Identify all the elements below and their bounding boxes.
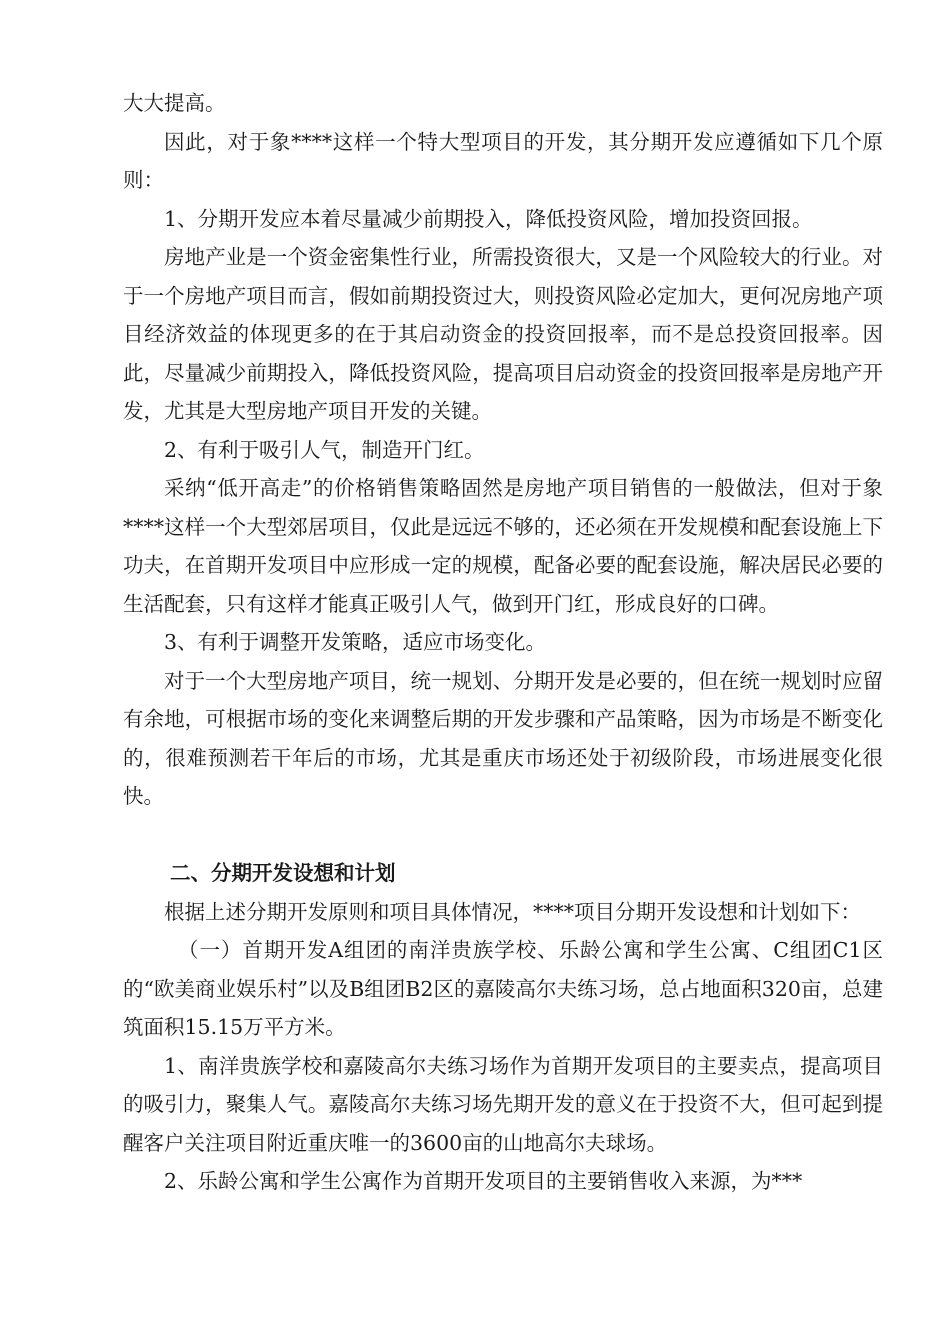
principle-2-title: 2、有利于吸引人气，制造开门红。 [164,437,485,462]
plan-item-1: 1、南洋贵族学校和嘉陵高尔夫练习场作为首期开发项目的主要卖点，提高项目的吸引力，聚集人气。嘉陵高尔夫练习场先期开发的意义在于投资不大，但可起到提醒客户关注项目附近重庆唯一的3600亩的山地高尔夫球场。 [123,1053,883,1155]
principle-3-title: 3、有利于调整开发策略，适应市场变化。 [164,630,547,654]
principle-1-title: 1、分期开发应本着尽量减少前期投入，降低投资风险，增加投资回报。 [164,206,813,231]
plan-intro: 根据上述分期开发原则和项目具体情况，****项目分期开发设想和计划如下： [164,899,861,924]
paragraph-continuation: 大大提高。 [123,91,226,115]
principle-2-body: 采纳“低开高走”的价格销售策略固然是房地产项目销售的一般做法，但对于象****这样一个大型郊居项目，仅此是远远不够的，还必须在开发规模和配套设施上下功夫，在首期开发项目中应形成一定的规模，配备必要的配套设施，解决居民必要的生活配套，只有这样才能真正吸引人气，做到开门红，形成良好的口碑。 [123,476,883,616]
paragraph-principles-intro: 因此，对于象****这样一个特大型项目的开发，其分期开发应遵循如下几个原则： [123,129,883,192]
document-body [123,84,883,1201]
plan-phase-1: （一）首期开发A组团的南洋贵族学校、乐龄公寓和学生公寓、C组团C1区的“欧美商业娱乐村”以及B组团B2区的嘉陵高尔夫练习场，总占地面积320亩，总建筑面积15.15万平方米。 [123,938,883,1039]
section-heading: 二、分期开发设想和计划 [170,861,396,885]
principle-1-body: 房地产业是一个资金密集性行业，所需投资很大，又是一个风险较大的行业。对于一个房地产项目而言，假如前期投资过大，则投资风险必定加大，更何况房地产项目经济效益的体现更多的在于其启动资金的投资回报率，而不是总投资回报率。因此，尽量减少前期投入，降低投资风险，提高项目启动资金的投资回报率是房地产开发，尤其是大型房地产项目开发的关键。 [123,245,883,423]
principle-3-body: 对于一个大型房地产项目，统一规划、分期开发是必要的，但在统一规划时应留有余地，可根据市场的变化来调整后期的开发步骤和产品策略，因为市场是不断变化的，很难预测若干年后的市场，尤其是重庆市场还处于初级阶段，市场进展变化很快。 [123,668,883,808]
plan-item-2: 2、乐龄公寓和学生公寓作为首期开发项目的主要销售收入来源，为*** [164,1169,803,1193]
